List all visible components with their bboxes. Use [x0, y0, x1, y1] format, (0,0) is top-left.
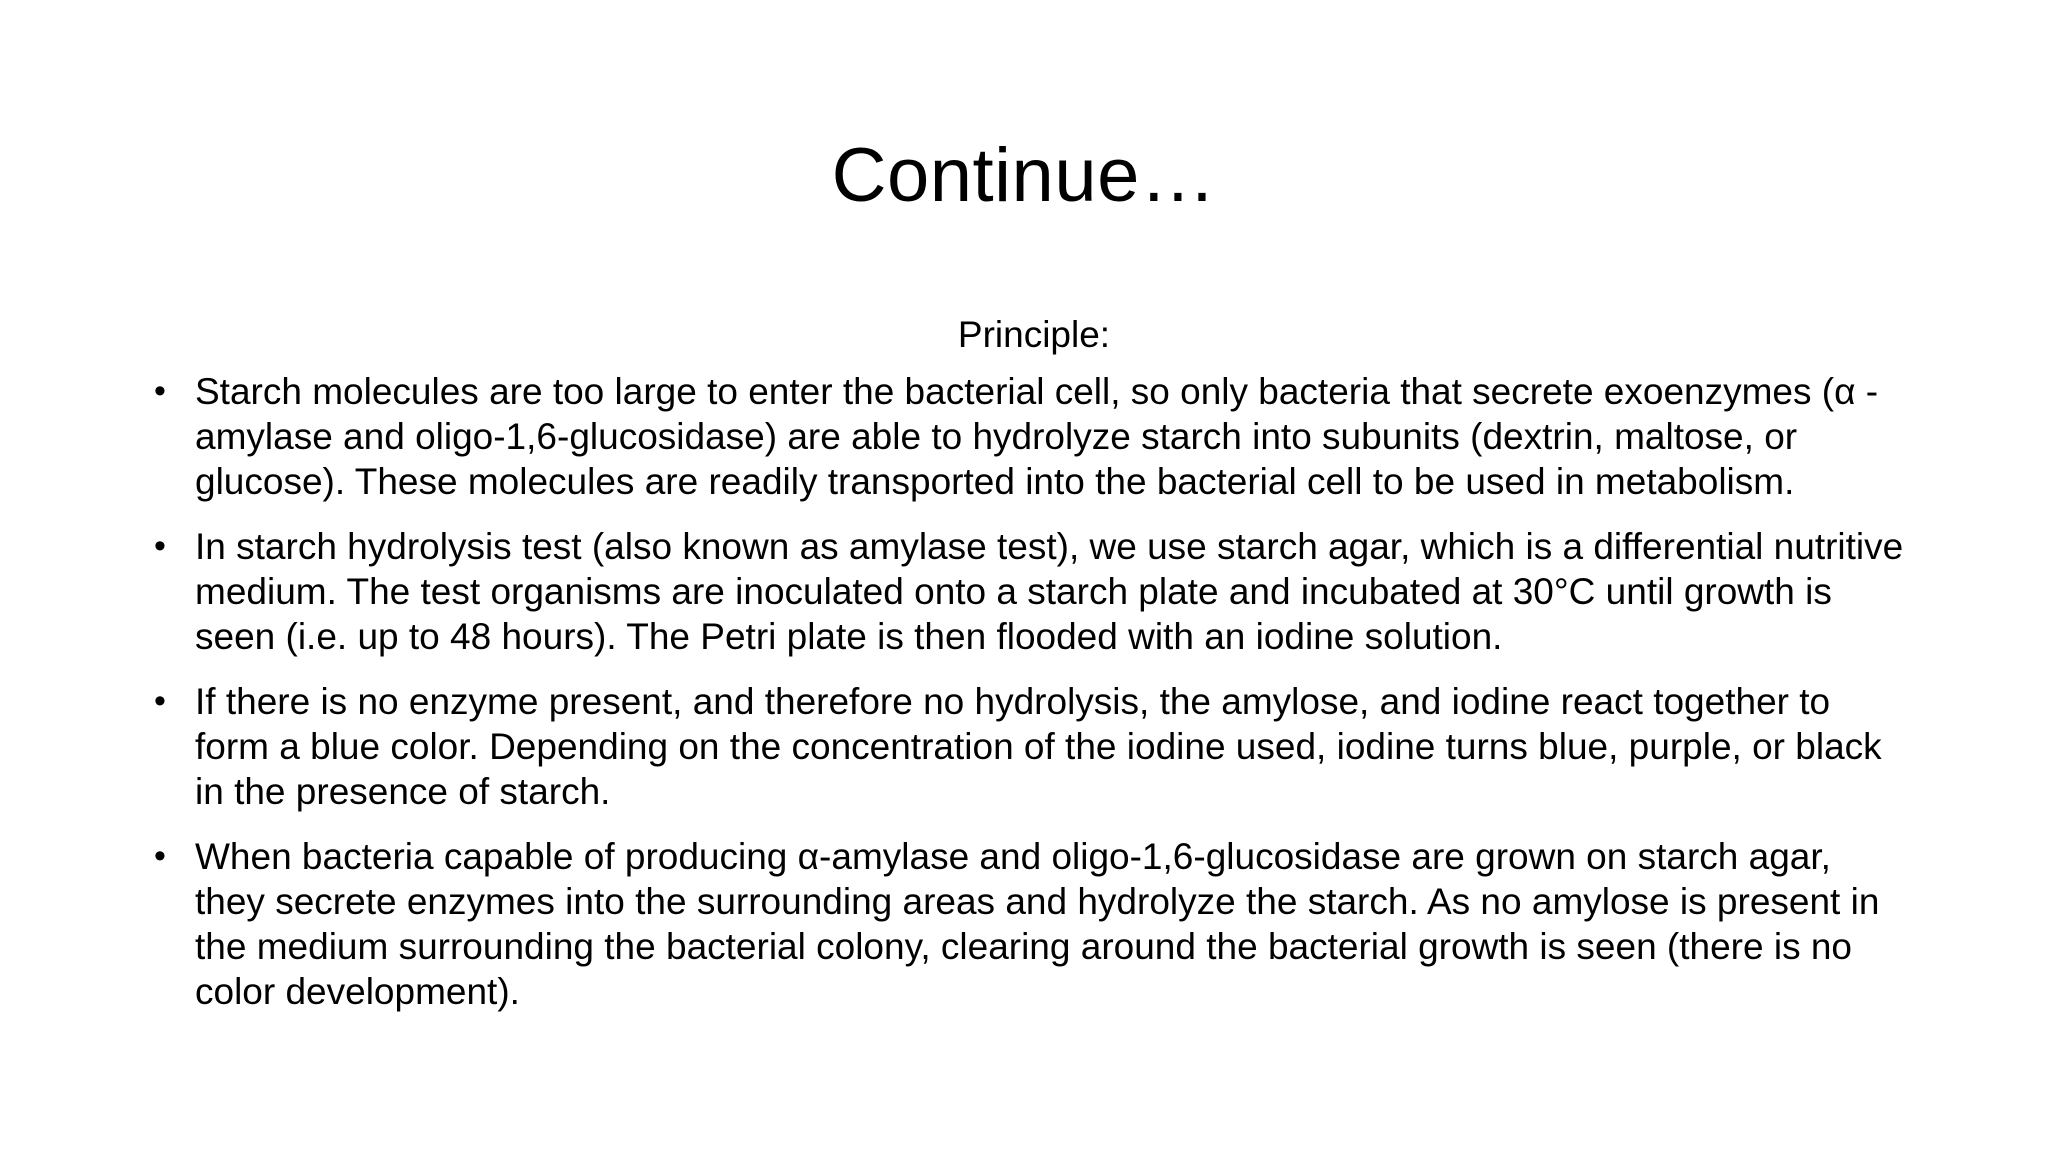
bullet-item-no-enzyme [148, 679, 1908, 814]
bullet-list [148, 369, 1908, 1014]
bullet-text: When bacteria capable of producing α-amylase and oligo-1,6-glucosidase are grown on starch agar, they secrete enzymes into the surrounding areas and hydrolyze the starch. As no amylose is present in the medium surrounding the bacterial colony, clearing around the bacterial growth is seen (there is no color development). [195, 836, 1880, 1012]
bullet-icon: • [154, 372, 166, 410]
slide-body [148, 312, 1908, 1034]
bullet-item-starch-size [148, 369, 1908, 504]
bullet-item-clearing [148, 834, 1908, 1014]
bullet-icon: • [154, 682, 166, 720]
bullet-text: In starch hydrolysis test (also known as amylase test), we use starch agar, which is a differential nutritive medium. The test organisms are inoculated onto a starch plate and incubated at 30°C until growth is seen (i.e. up to 48 hours). The Petri plate is then flooded with an iodine solution. [195, 526, 1904, 657]
principle-heading: Principle: [957, 314, 1111, 355]
bullet-text: If there is no enzyme present, and therefore no hydrolysis, the amylose, and iodine react together to form a blue color. Depending on the concentration of the iodine used, iodine turns blue, purple, or black in the presence of starch. [195, 681, 1882, 812]
bullet-icon: • [154, 527, 166, 565]
bullet-icon: • [154, 837, 166, 875]
bullet-item-test-method [148, 524, 1908, 659]
bullet-text: Starch molecules are too large to enter the bacterial cell, so only bacteria that secrete exoenzymes (α -amylase and oligo-1,6-glucosidase) are able to hydrolyze starch into subunits (dextrin, maltose, or glucose). These molecules are readily transported into the bacterial cell to be used in metabolism. [195, 371, 1879, 502]
slide-title: Continue… [831, 133, 1217, 218]
